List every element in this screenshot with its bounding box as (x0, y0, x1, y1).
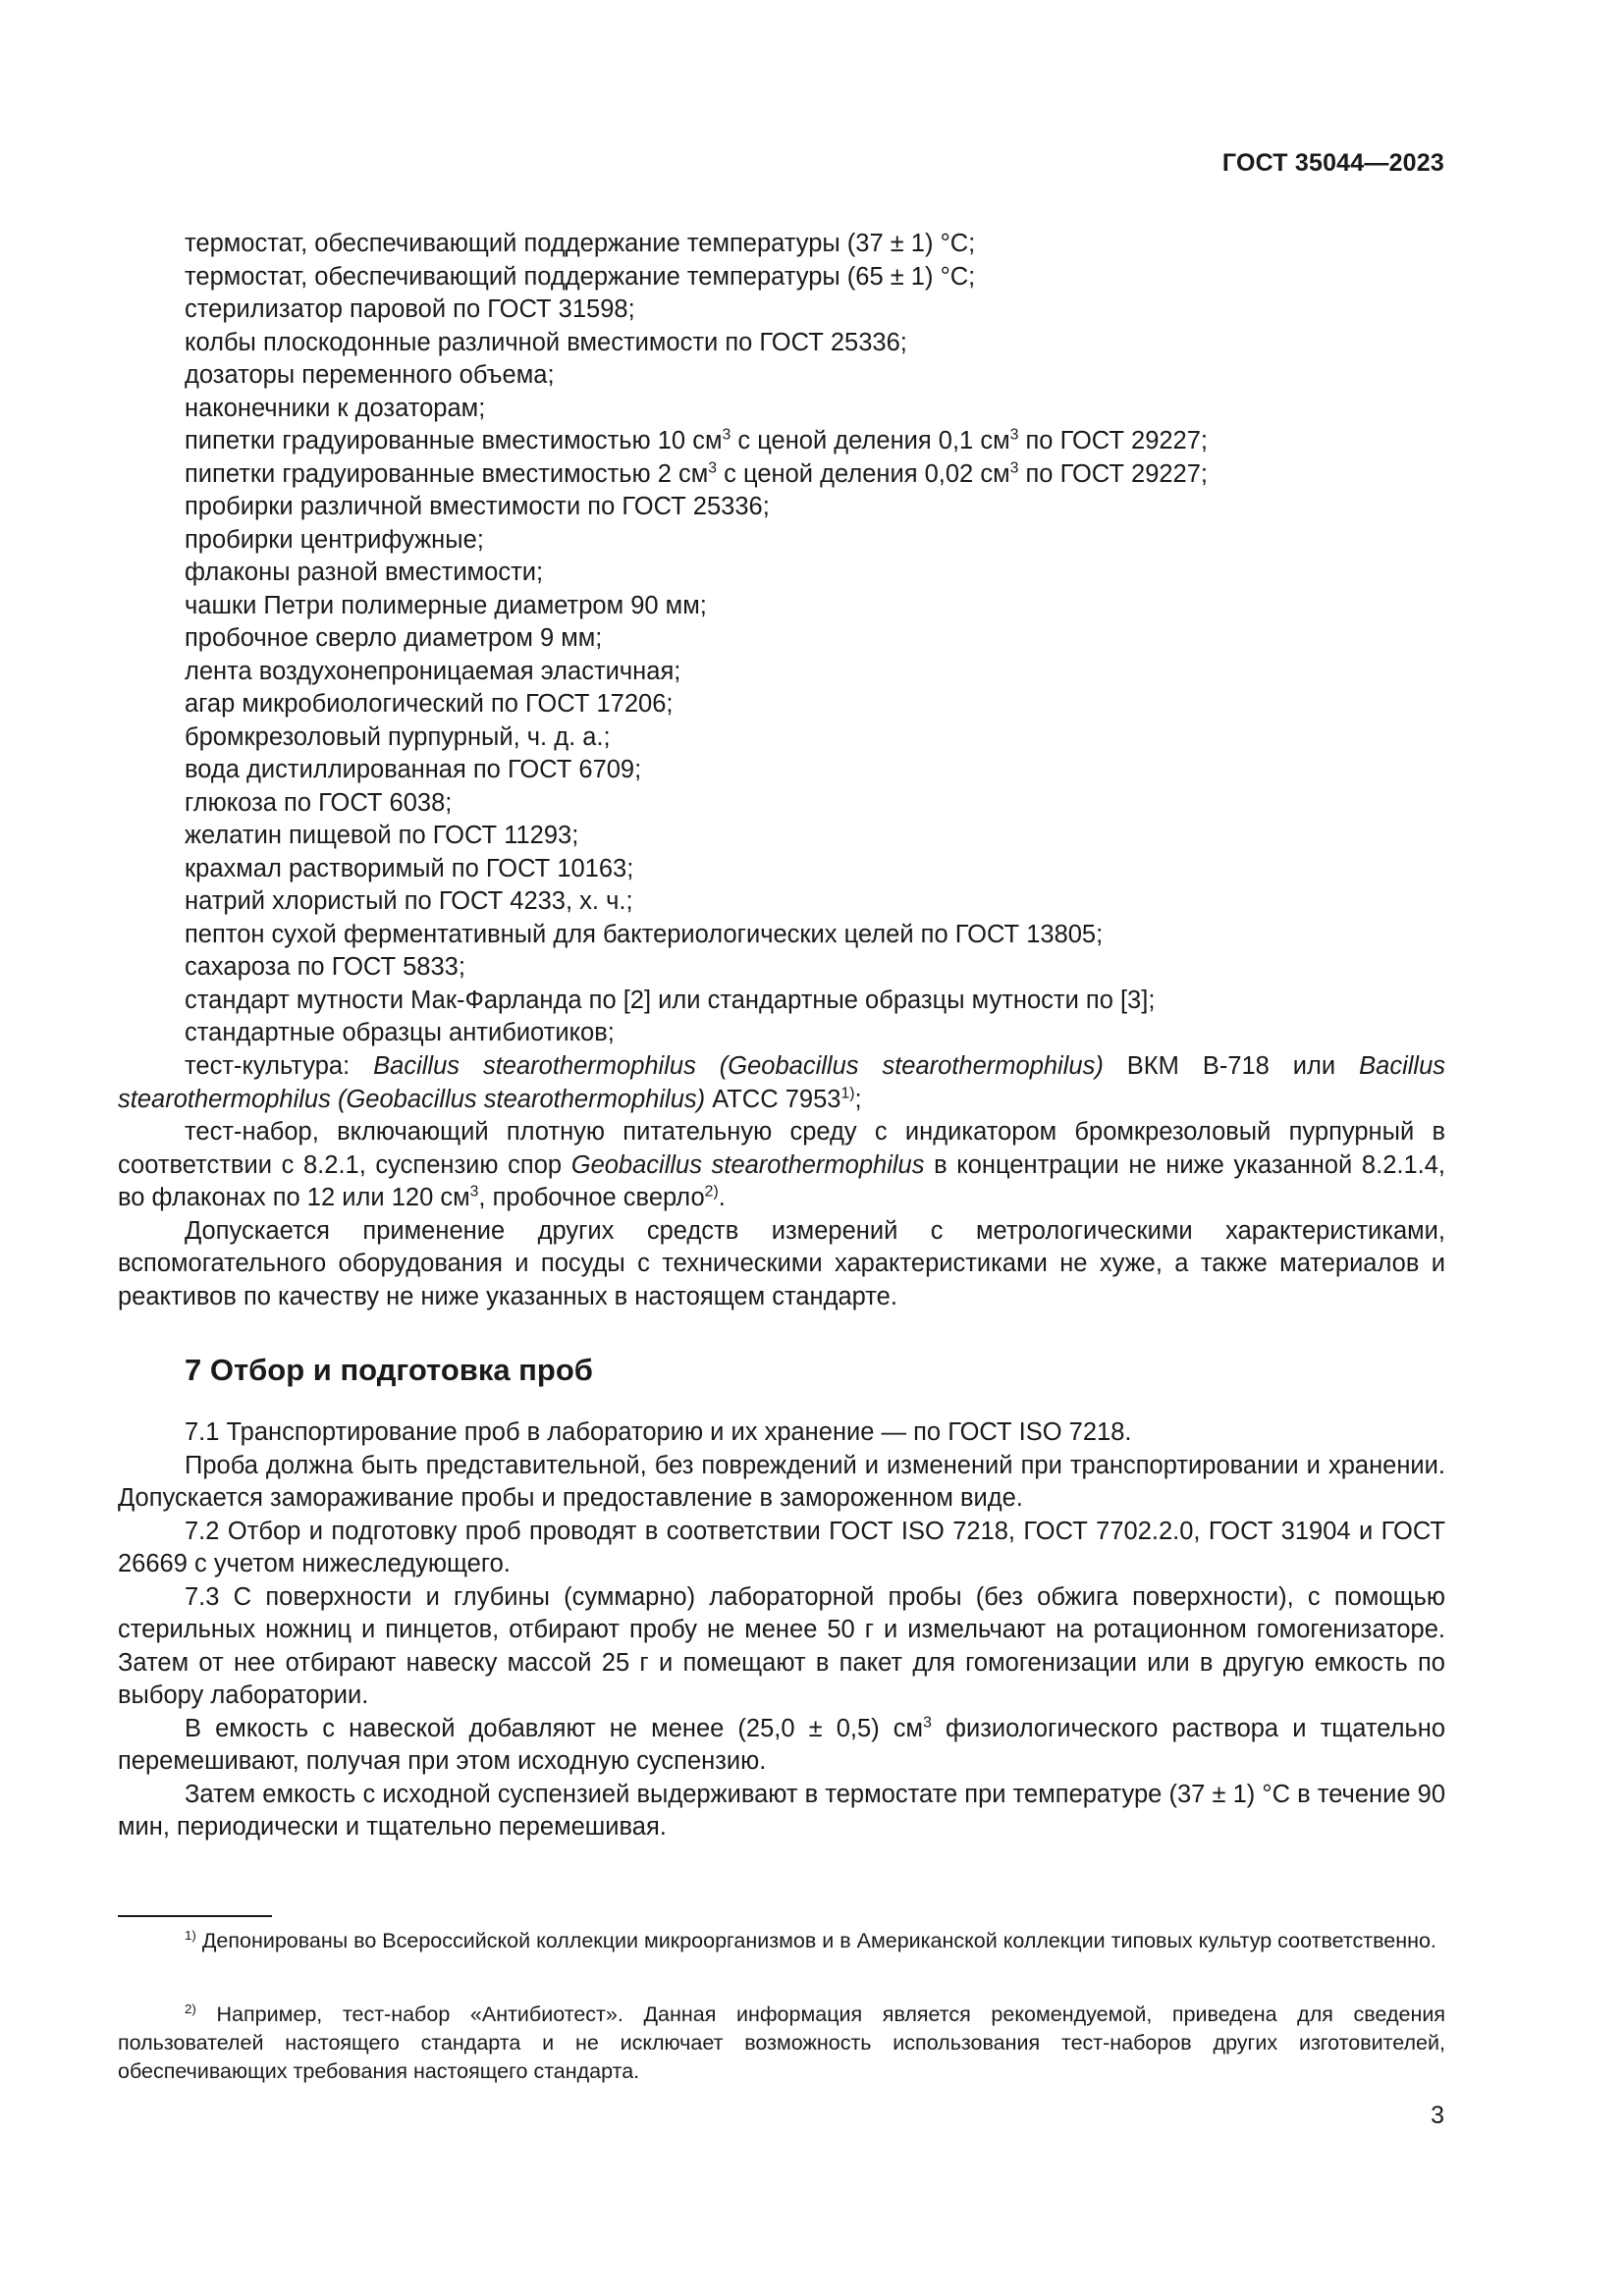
list-item: пробирки центрифужные; (185, 525, 484, 554)
list-item: бромкрезоловый пурпурный, ч. д. а.; (185, 722, 611, 751)
equipment-list (185, 228, 1208, 1050)
list-item: желатин пищевой по ГОСТ 11293; (185, 822, 579, 849)
list-item: пробочное сверло диаметром 9 мм; (185, 624, 603, 652)
list-item: термостат, обеспечивающий поддержание температуры (65 ± 1) °С; (185, 262, 976, 291)
list-item: стерилизатор паровой по ГОСТ 31598; (185, 295, 635, 323)
paragraph: Проба должна быть представительной, без повреждений и изменений при транспортировании и хранении. Допускается замораживание пробы и предоставление в замороженном виде. (118, 1451, 1445, 1512)
paragraph-7-2: 7.2 Отбор и подготовку проб проводят в соответствии ГОСТ ISO 7218, ГОСТ 7702.2.0, ГОСТ 31904 и ГОСТ 26669 с учетом нижеследующего. (118, 1517, 1445, 1577)
footnote-divider (118, 1915, 272, 1917)
paragraph-7-1: 7.1 Транспортирование проб в лабораторию и их хранение — по ГОСТ ISO 7218. (185, 1418, 1132, 1446)
list-item: стандартные образцы антибиотиков; (185, 1019, 615, 1046)
footnote-ref-1: 1) (840, 1085, 855, 1101)
list-item: натрий хлористый по ГОСТ 4233, х. ч.; (185, 887, 633, 915)
list-item: колбы плоскодонные различной вместимости по ГОСТ 25336; (185, 328, 907, 356)
paragraph-7-3: 7.3 С поверхности и глубины (суммарно) лабораторной пробы (без обжига поверхности), с помощью стерильных ножниц и пинцетов, отбирают пробу не менее 50 г и измельчают на ротационном гомогенизаторе. Затем от нее отбирают навеску массой 25 г и помещают в пакет для гомогенизации или в другую емкость по выбору лаборатории. (118, 1582, 1445, 1709)
section-heading: 7 Отбор и подготовка проб (185, 1353, 593, 1387)
list-item: стандарт мутности Мак-Фарланда по [2] или стандартные образцы мутности по [3]; (185, 986, 1156, 1014)
equipment-continuation (118, 1050, 1445, 1313)
list-item: пипетки градуированные вместимостью 2 $см^3$ с ценой деления 0,02 $см^3$ по ГОСТ 29227; (185, 459, 1209, 488)
list-item: вода дистиллированная по ГОСТ 6709; (185, 756, 642, 783)
list-item: пипетки градуированные вместимостью 10 $см^3$ с ценой деления 0,1 $см^3$ по ГОСТ 29227; (185, 426, 1209, 454)
section-body (118, 1416, 1445, 1844)
test-kit-paragraph: тест-набор, включающий плотную питательную среду с индикатором бромкрезоловый пурпурный в соответствии с 8.2.1, суспензию спор Geobacillus stearothermophilus в концентрации не ниже указанной 8.2.1.4, во флаконах по 12 или 120 $см^3$, пробочное сверло$^{2)}$. (118, 1118, 1446, 1211)
list-item: пептон сухой ферментативный для бактериологических целей по ГОСТ 13805; (185, 920, 1104, 948)
list-item: дозаторы переменного объема; (185, 361, 555, 389)
list-item: глюкоза по ГОСТ 6038; (185, 788, 453, 817)
list-item: крахмал растворимый по ГОСТ 10163; (185, 854, 634, 882)
footnote-1: $^{1)}$ Депонированы во Всероссийской коллекции микроорганизмов и в Американской коллекции типовых культур соответственно. (185, 1927, 1436, 1952)
paragraph: В емкость с навеской добавляют не менее (25,0 ± 0,5) $см^3$ физиологического раствора и тщательно перемешивают, получая при этом исходную суспензию. (118, 1714, 1446, 1775)
document-code: ГОСТ 35044—2023 (1221, 149, 1444, 177)
list-item: чашки Петри полимерные диаметром 90 мм; (185, 591, 707, 619)
list-item: флаконы разной вместимости; (185, 559, 544, 586)
allowed-paragraph: Допускается применение других средств измерений с метрологическими характеристиками, вспомогательного оборудования и посуды с техническими характеристиками не хуже, а также материалов и реактивов по качеству не ниже указанных в настоящем стандарте. (118, 1216, 1445, 1310)
list-item: наконечники к дозаторам; (185, 394, 486, 422)
test-culture-paragraph: тест-культура: Bacillus stearothermophilus (Geobacillus stearothermophilus) ВКМ В-718 или Bacillus stearothermophilus (Geobacillus stearothermophilus) АТСС 7953$^{1)}$; (118, 1052, 1446, 1113)
list-item: пробирки различной вместимости по ГОСТ 25336; (185, 493, 770, 520)
list-item: термостат, обеспечивающий поддержание температуры (37 ± 1) °С; (185, 230, 976, 257)
footnote-ref-2: 2) (704, 1183, 719, 1201)
list-item: агар микробиологический по ГОСТ 17206; (185, 690, 674, 718)
footnote-2: $^{2)}$ Например, тест-набор «Антибиотест». Данная информация является рекомендуемой, приведена для сведения пользователей настоящего стандарта и не исключает возможность использования тест-наборов других изготовителей, обеспечивающих требования настоящего стандарта. (118, 2001, 1445, 2083)
list-item: сахароза по ГОСТ 5833; (185, 953, 465, 981)
paragraph: Затем емкость с исходной суспензией выдерживают в термостате при температуре (37 ± 1) °С в течение 90 мин, периодически и тщательно перемешивая. (118, 1780, 1445, 1841)
page-number: 3 (1431, 2102, 1444, 2129)
list-item: лента воздухонепроницаемая эластичная; (185, 657, 681, 685)
